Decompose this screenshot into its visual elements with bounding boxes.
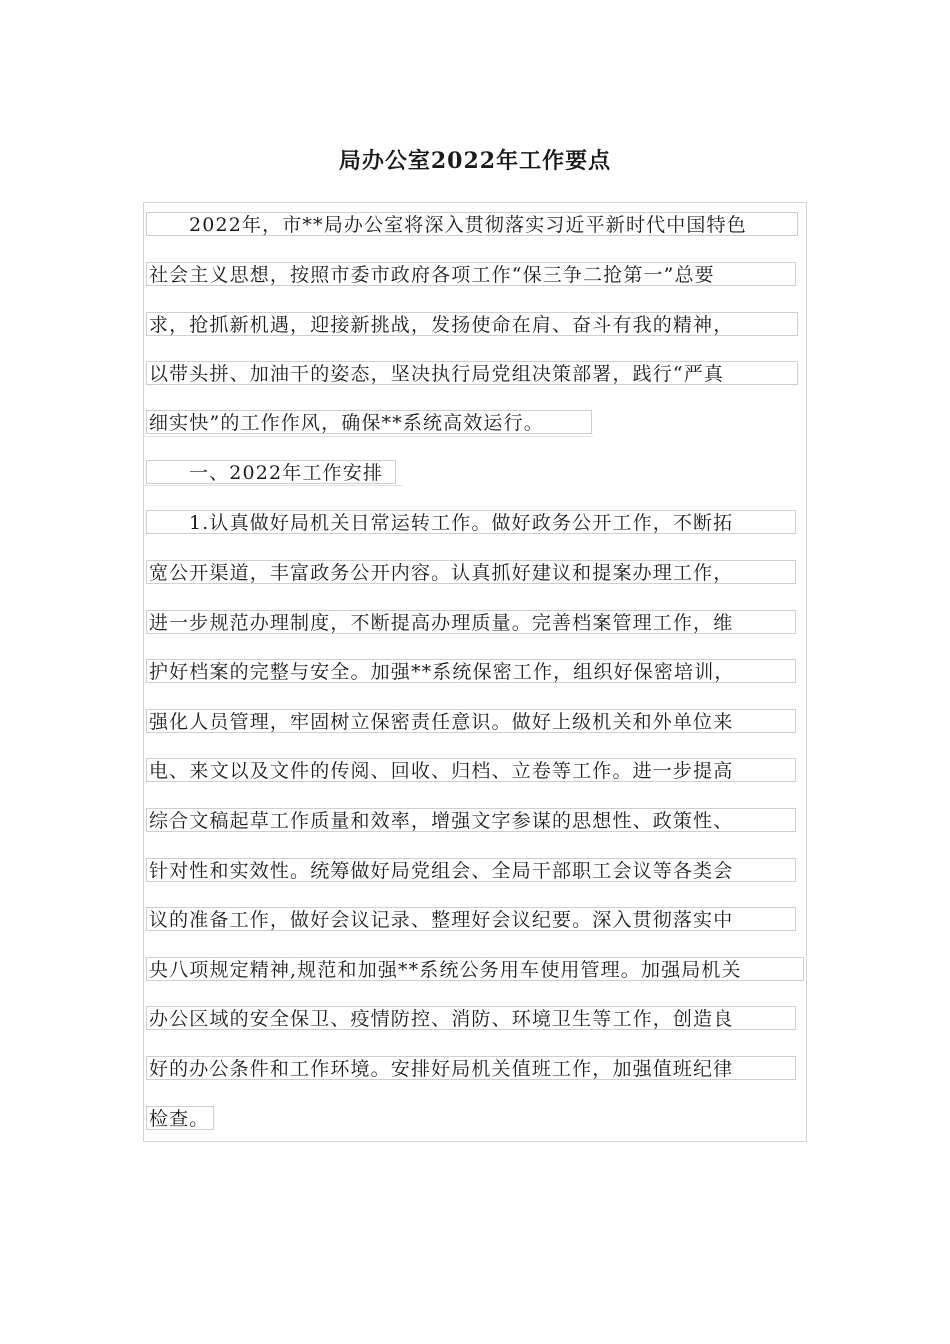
item-line: 护好档案的完整与安全。加强**系统保密工作，组织好保密培训， bbox=[146, 659, 796, 683]
section-heading: 一、2022年工作安排 bbox=[146, 460, 396, 484]
intro-line: 求，抢抓新机遇，迎接新挑战，发扬使命在肩、奋斗有我的精神， bbox=[146, 312, 798, 336]
item-line: 议的准备工作，做好会议记录、整理好会议纪要。深入贯彻落实中 bbox=[146, 907, 796, 931]
item-line: 针对性和实效性。统筹做好局党组会、全局干部职工会议等各类会 bbox=[146, 858, 796, 882]
intro-line: 以带头拼、加油干的姿态，坚决执行局党组决策部署，践行“严真 bbox=[146, 361, 798, 385]
intro-line: 2022年，市**局办公室将深入贯彻落实习近平新时代中国特色 bbox=[146, 212, 798, 236]
line-rule bbox=[143, 485, 403, 486]
intro-line: 社会主义思想，按照市委市政府各项工作“保三争二抢第一”总要 bbox=[146, 262, 796, 286]
line-rule bbox=[143, 436, 593, 437]
item-line: 强化人员管理，牢固树立保密责任意识。做好上级机关和外单位来 bbox=[146, 709, 796, 733]
item-line: 央八项规定精神,规范和加强**系统公务用车使用管理。加强局机关 bbox=[146, 957, 804, 981]
item-line: 进一步规范办理制度，不断提高办理质量。完善档案管理工作，维 bbox=[146, 610, 796, 634]
item-line: 综合文稿起草工作质量和效率，增强文字参谋的思想性、政策性、 bbox=[146, 808, 796, 832]
item-line: 检查。 bbox=[146, 1106, 214, 1130]
item-line: 好的办公条件和工作环境。安排好局机关值班工作，加强值班纪律 bbox=[146, 1056, 796, 1080]
item-line: 办公区域的安全保卫、疫情防控、消防、环境卫生等工作，创造良 bbox=[146, 1006, 796, 1030]
item-line: 电、来文以及文件的传阅、回收、归档、立卷等工作。进一步提高 bbox=[146, 758, 796, 782]
item-line: 1.认真做好局机关日常运转工作。做好政务公开工作，不断拓 bbox=[146, 510, 796, 534]
page-title: 局办公室2022年工作要点 bbox=[338, 148, 612, 174]
intro-line: 细实快”的工作作风，确保**系统高效运行。 bbox=[146, 410, 592, 434]
item-line: 宽公开渠道，丰富政务公开内容。认真抓好建议和提案办理工作， bbox=[146, 560, 796, 584]
